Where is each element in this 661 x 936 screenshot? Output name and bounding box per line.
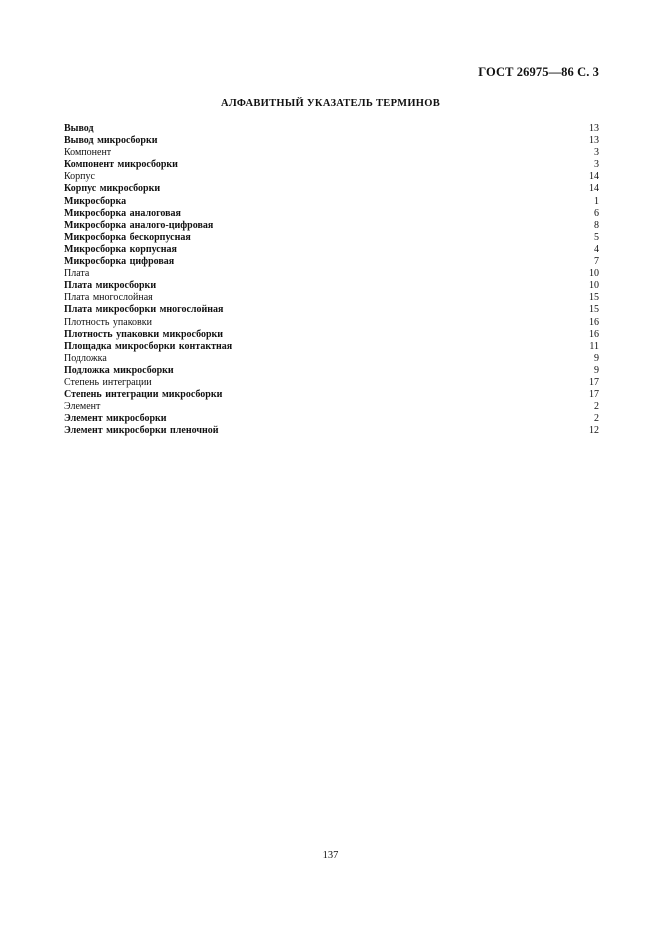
index-term: Микросборка аналоговая	[64, 207, 181, 219]
index-term: Плотность упаковки	[64, 316, 152, 328]
index-term: Компонент микросборки	[64, 159, 178, 171]
index-page-ref: 15	[589, 292, 599, 304]
index-entry	[64, 183, 599, 195]
index-entry	[64, 365, 599, 377]
index-page-ref: 9	[594, 364, 599, 376]
index-term: Элемент микросборки пленочной	[64, 425, 219, 437]
index-entry	[64, 329, 599, 341]
index-term: Микросборка	[64, 195, 127, 207]
index-entry	[64, 280, 599, 292]
index-page-ref: 3	[594, 147, 599, 159]
index-page-ref: 8	[594, 219, 599, 231]
index-entry	[64, 425, 599, 437]
index-term: Микросборка бескорпусная	[64, 231, 191, 243]
index-entry	[64, 147, 599, 159]
index-page-ref: 13	[589, 135, 599, 147]
index-entry	[64, 353, 599, 365]
index-entry	[64, 256, 599, 268]
index-page-ref: 14	[589, 183, 599, 195]
index-term: Корпус микросборки	[64, 183, 161, 195]
index-page-ref: 10	[589, 280, 599, 292]
index-page-ref: 16	[589, 328, 599, 340]
index-term: Площадка микросборки контактная	[64, 340, 233, 352]
index-term: Компонент	[64, 147, 112, 159]
index-term: Плата многослойная	[64, 292, 153, 304]
index-term: Степень интеграции микросборки	[64, 389, 223, 401]
index-entry	[64, 341, 599, 353]
index-term: Микросборка корпусная	[64, 243, 177, 255]
index-term: Подложка микросборки	[64, 364, 174, 376]
index-term: Корпус	[64, 171, 95, 183]
index-term: Элемент микросборки	[64, 413, 167, 425]
page-number: 137	[322, 850, 339, 861]
index-page-ref: 6	[594, 207, 599, 219]
index-page-ref: 13	[589, 123, 599, 134]
index-entry	[64, 317, 599, 329]
index-term: Плата	[64, 268, 90, 280]
index-page-ref: 5	[594, 231, 599, 243]
index-term: Подложка	[64, 352, 107, 364]
document-header: ГОСТ 26975—86 С. 3	[478, 65, 599, 79]
index-entry	[64, 196, 599, 208]
index-page-ref: 7	[594, 256, 599, 268]
index-page-ref: 1	[594, 195, 599, 207]
index-term: Плата микросборки	[64, 280, 157, 292]
index-page-ref: 11	[589, 340, 599, 352]
index-entry	[64, 389, 599, 401]
index-term: Микросборка цифровая	[64, 256, 175, 268]
index-term: Микросборка аналого-цифровая	[64, 219, 214, 231]
index-entry	[64, 292, 599, 304]
index-page-ref: 10	[589, 268, 599, 280]
index-entry	[64, 413, 599, 425]
index-term: Степень интеграции	[64, 376, 152, 388]
term-index	[64, 123, 599, 437]
index-page-ref: 16	[589, 316, 599, 328]
index-entry	[64, 123, 599, 135]
index-entry	[64, 159, 599, 171]
index-term: Элемент	[64, 401, 101, 413]
index-page-ref: 14	[589, 171, 599, 183]
index-page-ref: 4	[594, 243, 599, 255]
index-entry	[64, 268, 599, 280]
page-title: АЛФАВИТНЫЙ УКАЗАТЕЛЬ ТЕРМИНОВ	[220, 98, 441, 109]
index-term: Вывод микросборки	[64, 135, 158, 147]
index-term: Плотность упаковки микросборки	[64, 328, 224, 340]
index-entry	[64, 220, 599, 232]
index-term: Вывод	[64, 123, 94, 134]
index-entry	[64, 135, 599, 147]
index-page-ref: 3	[594, 159, 599, 171]
index-page-ref: 17	[589, 376, 599, 388]
index-entry	[64, 232, 599, 244]
index-entry	[64, 304, 599, 316]
index-page-ref: 9	[594, 352, 599, 364]
index-term: Плата микросборки многослойная	[64, 304, 224, 316]
index-page-ref: 2	[594, 413, 599, 425]
index-entry	[64, 377, 599, 389]
index-entry	[64, 401, 599, 413]
index-page-ref: 17	[589, 389, 599, 401]
index-entry	[64, 171, 599, 183]
index-entry	[64, 244, 599, 256]
index-page-ref: 2	[594, 401, 599, 413]
index-page-ref: 15	[589, 304, 599, 316]
index-page-ref: 12	[589, 425, 599, 437]
index-entry	[64, 208, 599, 220]
